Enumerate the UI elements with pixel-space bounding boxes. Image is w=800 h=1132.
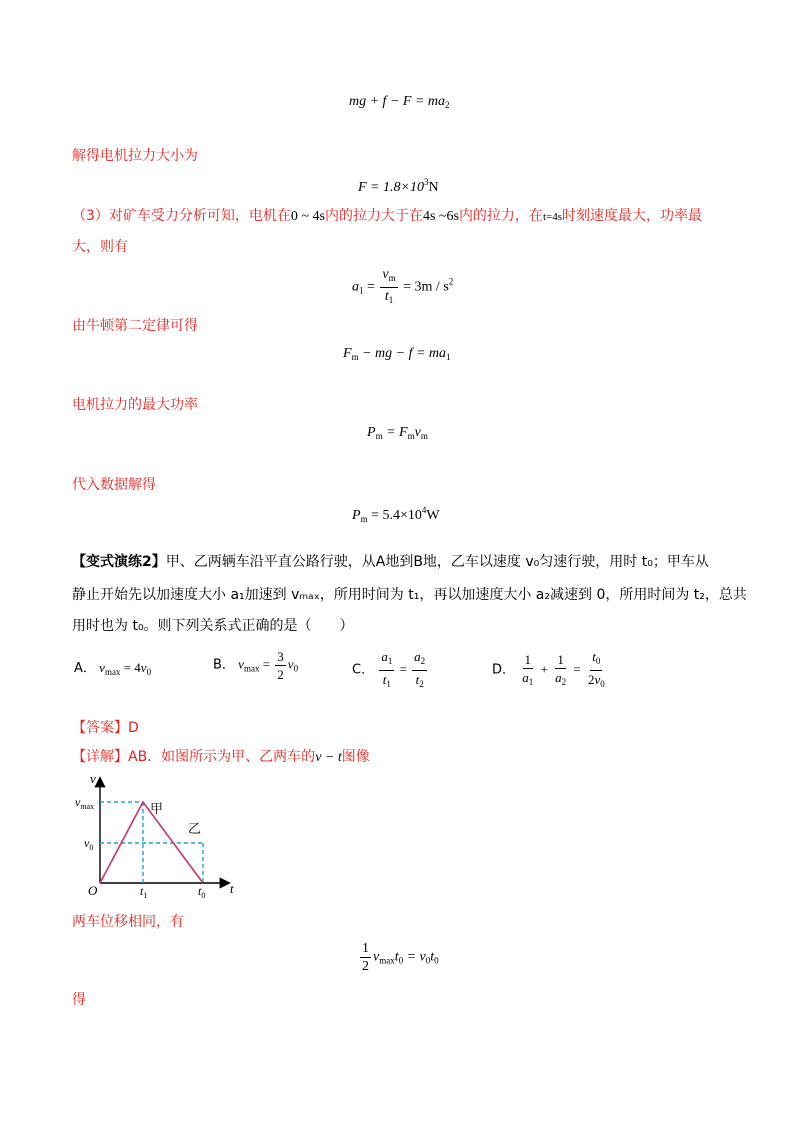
variant-line1: 【变式演练2】甲、乙两辆车沿平直公路行驶，从A地到B地，乙车以速度 v₀匀速行驶，用时 t₀；甲车从 xyxy=(72,554,709,570)
v-axis-label: v xyxy=(90,773,96,786)
vt-graph xyxy=(70,773,240,898)
yi-label: 乙 xyxy=(188,822,202,837)
get-text: 得 xyxy=(72,992,86,1008)
equation-4: $F_m$ − mg − $f = ma_1$ xyxy=(343,346,451,362)
t1-label: $t_1$ xyxy=(140,884,148,898)
equation-6: $P_m = 5.4\times 10^4W$ xyxy=(352,505,440,524)
t-axis-label: t xyxy=(230,881,234,896)
detail-line: 【详解】AB．如图所示为甲、乙两车的v − t图像 xyxy=(72,749,370,765)
t0-label: $t_0$ xyxy=(198,884,206,898)
option-d[interactable]: D． $\frac{1}{a_1}$ + $\frac{1}{a_2}$ = $\frac{t_0}{2v_0}$ xyxy=(492,649,605,689)
option-a[interactable]: A． $v_{max} = 4v_0$ xyxy=(74,660,152,677)
equation-5: $P_m = F_mv_m$ xyxy=(367,425,428,441)
power-text: 电机拉力的最大功率 xyxy=(72,397,198,413)
fraction: $\frac{v_m}{t_1}$ xyxy=(382,267,396,305)
same-displacement-text: 两车位移相同，有 xyxy=(72,914,184,930)
option-b[interactable]: B． $v_{max}$ = $\frac{3}{2}$ $v_0$ xyxy=(213,649,299,682)
newton-text: 由牛顿第二定律可得 xyxy=(72,318,198,334)
option-c[interactable]: C． $\frac{a_1}{t_1}$ = $\frac{a_2}{t_2}$ xyxy=(352,649,426,689)
equation-7: $\frac{1}{2}$ $v_{max}t_0 = v_0t_0$ xyxy=(362,941,439,974)
part3-line1: （3）对矿车受力分析可知，电机在0 ~ 4s内的拉力大于在4s ~6s内的拉力，在t=4s时刻速度最大，功率最 xyxy=(72,208,702,224)
substitute-text: 代入数据解得 xyxy=(72,477,156,493)
vmax-label: $v_{max}$ xyxy=(75,795,95,811)
origin-label: O xyxy=(88,883,98,898)
equation-2: $F = 1.8\times 10^3N$ xyxy=(358,177,439,195)
equation-1: mg + $f - F = ma_2$ xyxy=(349,94,450,110)
variant-line2: 静止开始先以加速度大小 a₁加速到 vₘₐₓ，所用时间为 t₁，再以加速度大小 a₂减速到 0，所用时间为 t₂，总共 xyxy=(72,587,747,603)
solve-force-text: 解得电机拉力大小为 xyxy=(72,148,198,164)
answer-line: 【答案】D xyxy=(72,720,139,736)
variant-line3: 用时也为 t₀。则下列关系式正确的是（ ） xyxy=(72,618,354,634)
part3-line2: 大，则有 xyxy=(72,239,128,255)
v0-label: $v_0$ xyxy=(84,836,94,852)
jia-label: 甲 xyxy=(150,802,164,817)
equation-3: $a_1$ = $\frac{v_m}{t_1}$ = $3m / s^2$ xyxy=(352,266,453,309)
